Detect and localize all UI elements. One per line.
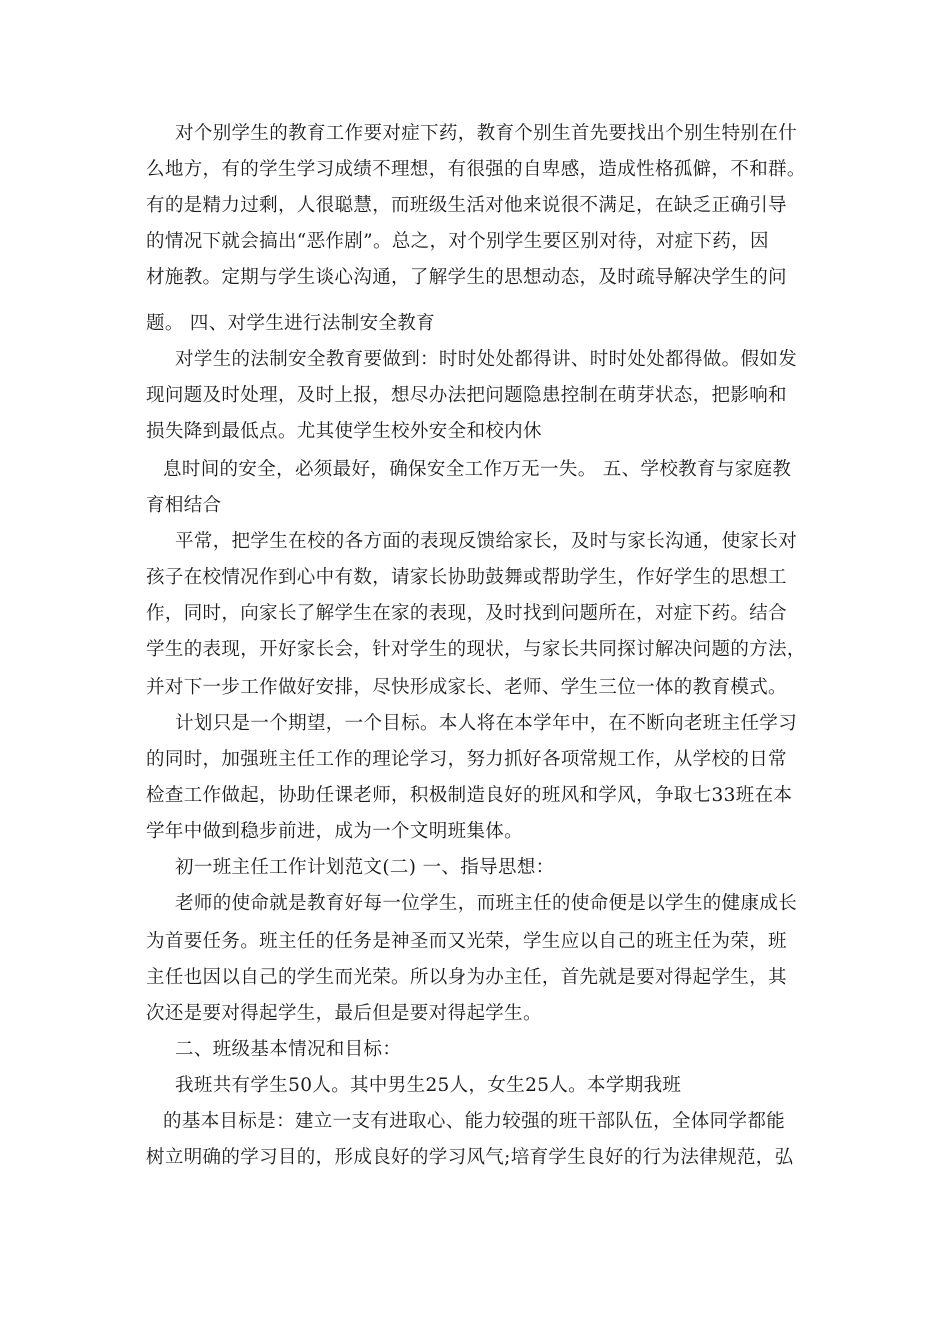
- text-line: 主任也因以自己的学生而光荣。所以身为办主任，首先就是要对得起学生，其: [146, 967, 787, 988]
- text-line: 现问题及时处理，及时上报，想尽办法把问题隐患控制在萌芽状态，把影响和: [146, 385, 787, 406]
- text-line: 么地方，有的学生学习成绩不理想，有很强的自卑感，造成性格孤僻，不和群。: [146, 159, 806, 180]
- text-line: 损失降到最低点。尤其使学生校外安全和校内休: [146, 421, 542, 442]
- text-line: 老师的使命就是教育好每一位学生，而班主任的使命便是以学生的健康成长: [175, 893, 798, 914]
- text-line: 检查工作做起，协助任课老师，积极制造良好的班风和学风，争取七33班在本: [146, 785, 793, 806]
- text-line: 平常，把学生在校的各方面的表现反馈给家长，及时与家长沟通，使家长对: [175, 531, 798, 552]
- text-line: 的情况下就会搞出“恶作剧”。总之，对个别学生要区别对待，对症下药，因: [146, 231, 769, 252]
- text-line: 次还是要对得起学生，最后但是要对得起学生。: [146, 1003, 542, 1024]
- section-heading: 二、班级基本情况和目标：: [175, 1039, 402, 1060]
- text-line: 学生的表现，开好家长会，针对学生的现状，与家长共同探讨解决问题的方法，: [146, 639, 806, 660]
- section-heading: 初一班主任工作计划范文(二) 一、指导思想：: [175, 857, 555, 878]
- text-line: 的基本目标是：建立一支有进取心、能力较强的班干部队伍，全体同学都能: [163, 1111, 786, 1132]
- text-line: 树立明确的学习目的，形成良好的学习风气;培育学生良好的行为法律规范，弘: [146, 1147, 794, 1168]
- text-line: 并对下一步工作做好安排，尽快形成家长、老师、学生三位一体的教育模式。: [146, 677, 787, 698]
- text-line: 我班共有学生50人。其中男生25人，女生25人。本学期我班: [175, 1075, 682, 1096]
- section-heading: 题。 四、对学生进行法制安全教育: [146, 313, 435, 334]
- text-line: 孩子在校情况作到心中有数，请家长协助鼓舞或帮助学生，作好学生的思想工: [146, 567, 787, 588]
- text-line: 息时间的安全，必须最好，确保安全工作万无一失。 五、学校教育与家庭教: [163, 459, 792, 480]
- text-line: 学年中做到稳步前进，成为一个文明班集体。: [146, 821, 524, 842]
- text-line: 育相结合: [146, 495, 222, 516]
- text-line: 计划只是一个期望，一个目标。本人将在本学年中，在不断向老班主任学习: [175, 713, 798, 734]
- text-line: 对学生的法制安全教育要做到：时时处处都得讲、时时处处都得做。假如发: [175, 349, 798, 370]
- text-line: 作，同时，向家长了解学生在家的表现，及时找到问题所在，对症下药。结合: [146, 603, 787, 624]
- text-line: 为首要任务。班主任的任务是神圣而又光荣，学生应以自己的班主任为荣，班: [146, 931, 787, 952]
- text-line: 的同时，加强班主任工作的理论学习，努力抓好各项常规工作，从学校的日常: [146, 749, 787, 770]
- text-line: 有的是精力过剩，人很聪慧，而班级生活对他来说很不满足，在缺乏正确引导: [146, 195, 787, 216]
- text-line: 材施教。定期与学生谈心沟通，了解学生的思想动态，及时疏导解决学生的问: [146, 267, 787, 288]
- text-line: 对个别学生的教育工作要对症下药，教育个别生首先要找出个别生特别在什: [175, 123, 798, 144]
